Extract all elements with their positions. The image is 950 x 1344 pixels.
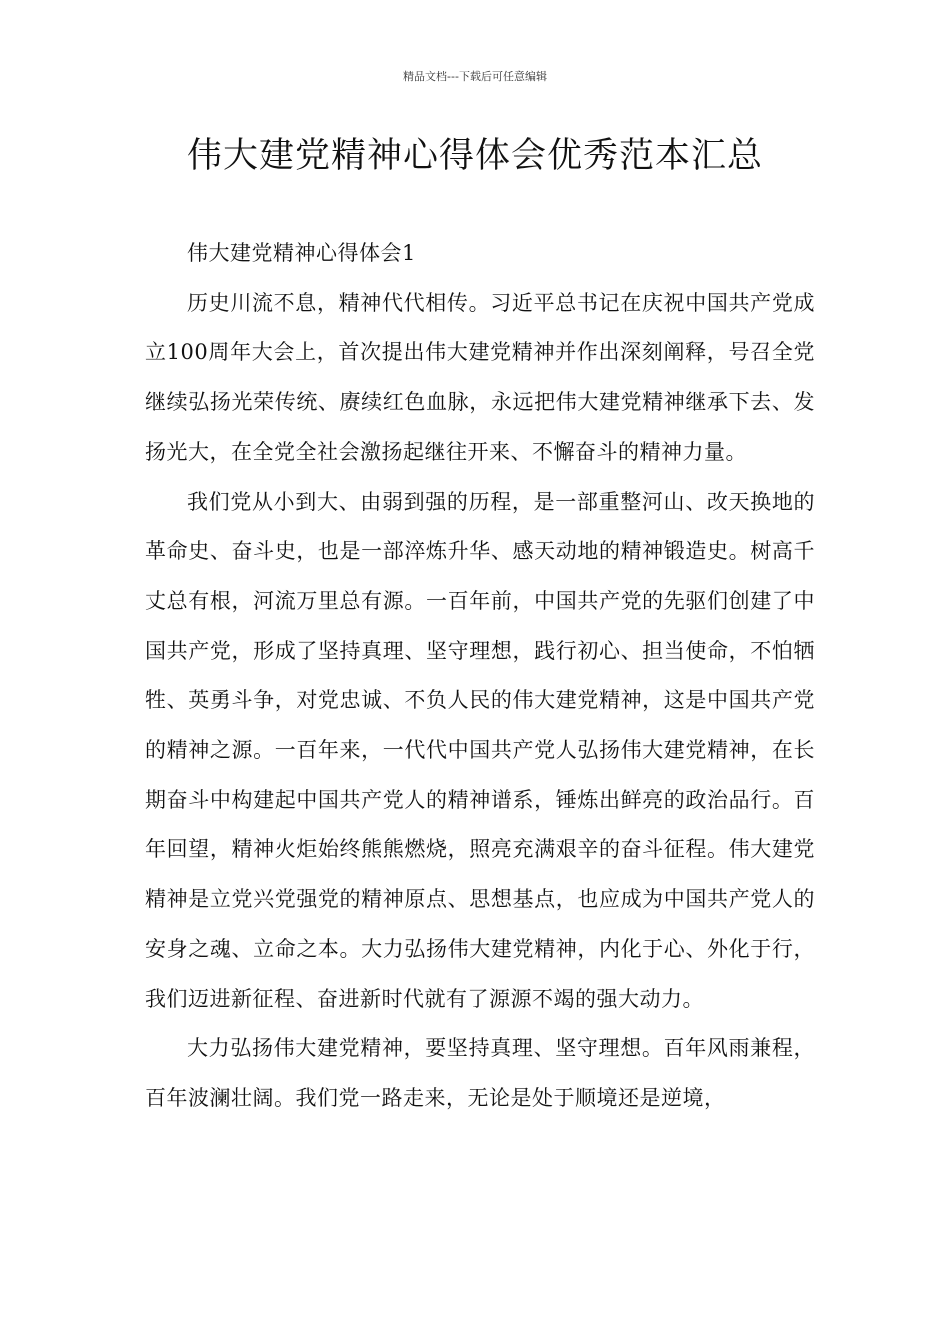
document-title: 伟大建党精神心得体会优秀范本汇总 [186, 136, 763, 176]
document-body [145, 229, 815, 1124]
paragraph: 大力弘扬伟大建党精神，要坚持真理、坚守理想。百年风雨兼程，百年波澜壮阔。我们党一路走来，无论是处于顺境还是逆境， [145, 1036, 815, 1110]
paragraph: 历史川流不息，精神代代相传。习近平总书记在庆祝中国共产党成立100周年大会上，首次提出伟大建党精神并作出深刻阐释，号召全党继续弘扬光荣传统、赓续红色血脉，永远把伟大建党精神继承下去、发扬光大，在全党全社会激扬起继往开来、不懈奋斗的精神力量。 [145, 290, 815, 464]
header-note: 精品文档---下载后可任意编辑 [403, 70, 547, 83]
paragraph: 我们党从小到大、由弱到强的历程，是一部重整河山、改天换地的革命史、奋斗史，也是一部淬炼升华、感天动地的精神锻造史。树高千丈总有根，河流万里总有源。一百年前，中国共产党的先驱们创建了中国共产党，形成了坚持真理、坚守理想，践行初心、担当使命，不怕牺牲、英勇斗争，对党忠诚、不负人民的伟大建党精神，这是中国共产党的精神之源。一百年来，一代代中国共产党人弘扬伟大建党精神，在长期奋斗中构建起中国共产党人的精神谱系，锤炼出鲜亮的政治品行。百年回望，精神火炬始终熊熊燃烧，照亮充满艰辛的奋斗征程。伟大建党精神是立党兴党强党的精神原点、思想基点，也应成为中国共产党人的安身之魂、立命之本。大力弘扬伟大建党精神，内化于心、外化于行，我们迈进新征程、奋进新时代就有了源源不竭的强大动力。 [145, 489, 815, 1011]
section-heading: 伟大建党精神心得体会1 [187, 241, 416, 265]
